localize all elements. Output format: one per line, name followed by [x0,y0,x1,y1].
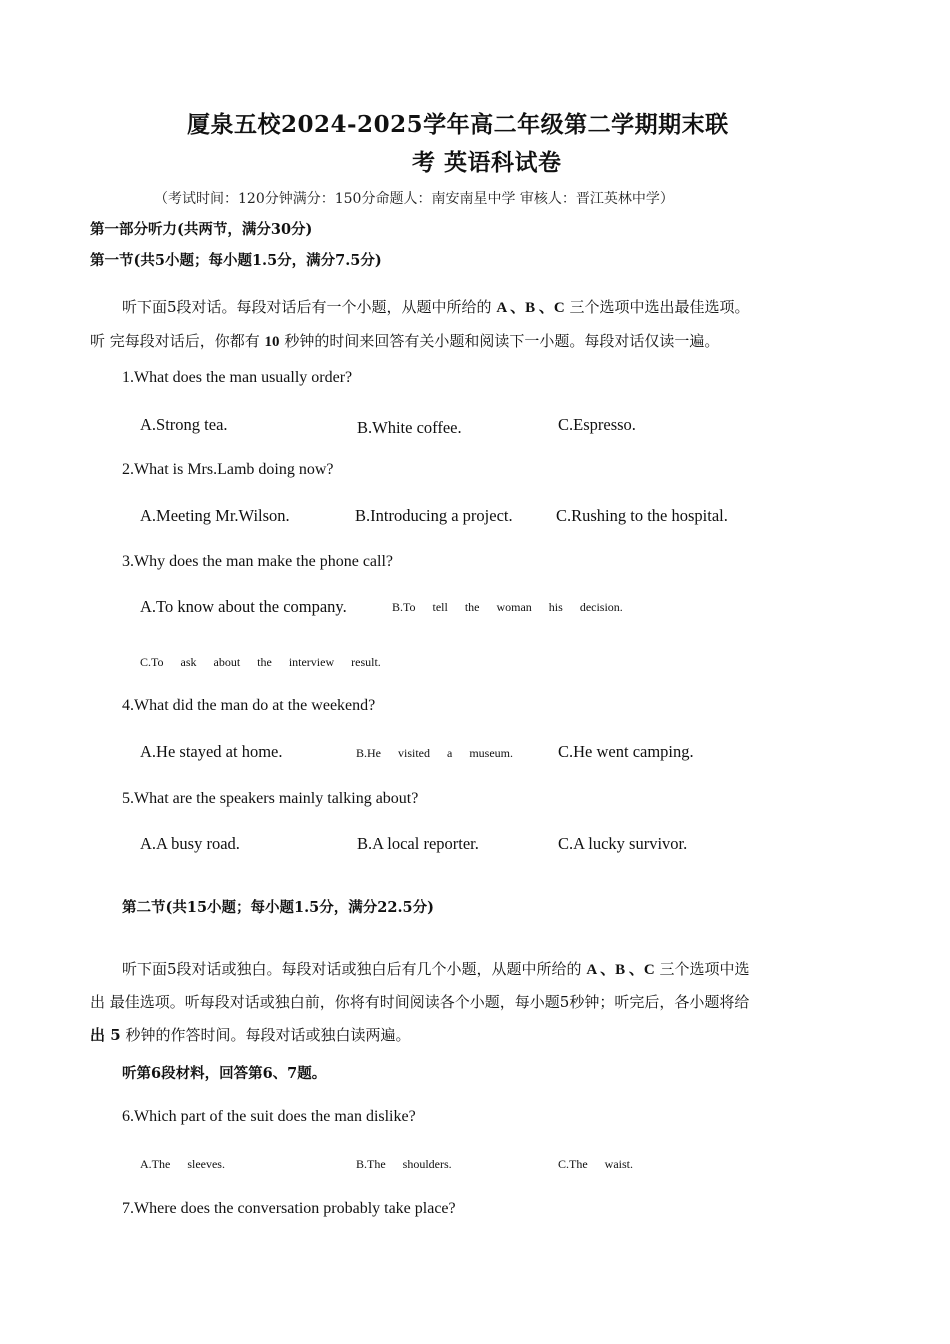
section2-instruction-line3: 出 5 秒钟的作答时间。每段对话或独白读两遍。 [90,1026,411,1044]
section1-instruction-line2: 听 完每段对话后，你都有 10 秒钟的时间来回答有关小题和阅读下一小题。每段对话仅读一遍。 [90,332,720,350]
page-title-line2: 考 英语科试卷 [412,149,562,176]
q4-option-c: C.He went camping. [558,742,694,761]
question-3: 3.Why does the man make the phone call? [122,553,394,570]
q6-option-c: C.The waist. [558,1157,633,1171]
material-6-heading: 听第6段材料，回答第6、7题。 [122,1065,327,1082]
section1-heading: 第一节(共5小题；每小题1.5分，满分7.5分) [90,252,382,269]
q5-option-c: C.A lucky survivor. [558,834,688,853]
q6-option-b: B.The shoulders. [356,1157,452,1171]
exam-meta: （考试时间：120分钟满分：150分命题人：南安南星中学 审核人：晋江英林中学） [154,191,674,207]
q1-option-a: A.Strong tea. [140,415,228,434]
question-2: 2.What is Mrs.Lamb doing now? [122,461,334,478]
q2-option-b: B.Introducing a project. [355,506,513,525]
question-7: 7.Where does the conversation probably take place? [122,1200,456,1217]
q4-option-a: A.He stayed at home. [140,742,283,761]
q1-option-c: C.Espresso. [558,415,636,434]
q3-option-b: B.To tell the woman his decision. [392,600,623,614]
question-5: 5.What are the speakers mainly talking about? [122,790,419,807]
q6-option-a: A.The sleeves. [140,1157,225,1171]
part1-heading: 第一部分听力(共两节，满分30分) [90,221,313,238]
q4-option-b: B.He visited a museum. [356,746,513,760]
section2-heading: 第二节(共15小题；每小题1.5分，满分22.5分) [122,899,434,916]
question-6: 6.Which part of the suit does the man dislike? [122,1108,416,1125]
page-title-line1: 厦泉五校2024-2025学年高二年级第二学期期末联 [187,111,729,138]
q5-option-a: A.A busy road. [140,834,240,853]
section2-instruction-line2: 出 最佳选项。听每段对话或独白前，你将有时间阅读各个小题，每小题5秒钟；听完后，各小题将给 [90,993,750,1011]
q2-option-c: C.Rushing to the hospital. [556,506,728,525]
question-4: 4.What did the man do at the weekend? [122,697,376,714]
q3-option-c: C.To ask about the interview result. [140,655,381,669]
q2-option-a: A.Meeting Mr.Wilson. [140,506,290,525]
q5-option-b: B.A local reporter. [357,834,479,853]
section2-instruction-line1: 听下面5段对话或独白。每段对话或独白后有几个小题，从题中所给的 A 、B 、C 三个选项中选 [122,960,750,978]
q3-option-a: A.To know about the company. [140,597,347,616]
q1-option-b: B.White coffee. [357,418,462,437]
question-1: 1.What does the man usually order? [122,369,353,386]
section1-instruction-line1: 听下面5段对话。每段对话后有一个小题，从题中所给的 A 、B 、C 三个选项中选出最佳选项。 [122,298,750,316]
